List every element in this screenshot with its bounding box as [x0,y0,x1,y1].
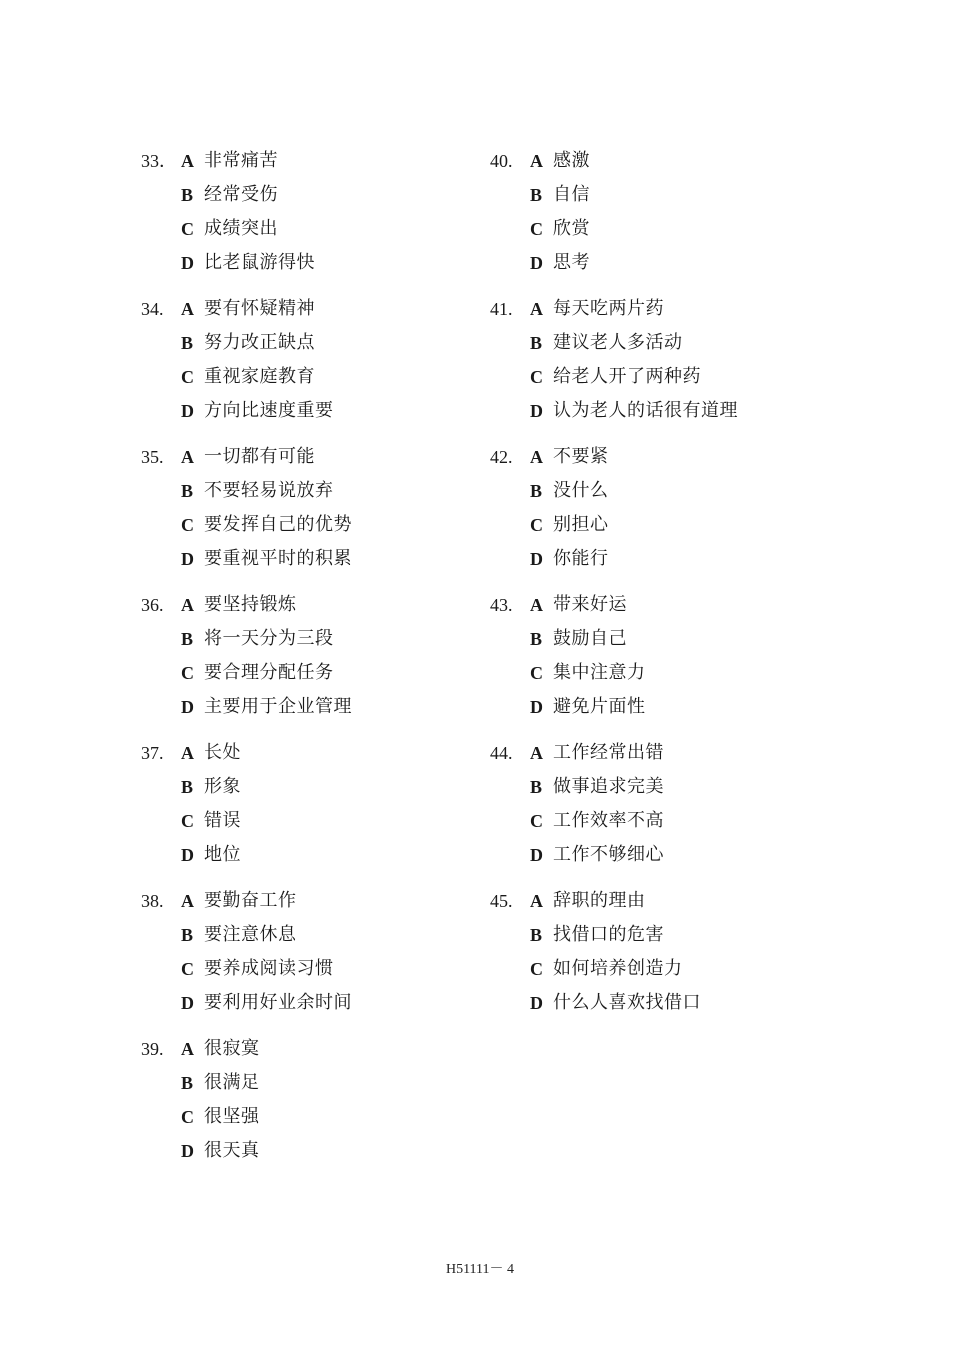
option-text: 要注意休息 [204,924,297,945]
option-letter: A [530,891,543,911]
option-letter: D [181,549,194,569]
option-text: 认为老人的话很有道理 [553,400,738,421]
option-text: 很坚强 [204,1106,260,1127]
option-text: 感激 [553,150,590,171]
option-letter: A [181,595,194,615]
option-text: 要有怀疑精神 [204,298,315,319]
question-number: 41. [490,299,513,319]
option-letter: A [181,743,194,763]
option-text: 工作效率不高 [553,810,664,831]
question-number: 43. [490,595,513,615]
option-letter: B [181,925,194,945]
option-letter: A [530,743,543,763]
option-letter: D [181,845,194,865]
page-footer: H51111－ 4 [445,1262,515,1277]
option-letter: C [530,959,543,979]
option-text: 自信 [553,184,590,205]
option-text: 思考 [553,252,590,273]
option-letter: C [181,1107,194,1127]
option-text: 很寂寞 [204,1038,260,1059]
option-text: 成绩突出 [204,218,278,239]
option-text: 每天吃两片药 [553,298,664,319]
option-letter: C [530,367,543,387]
option-text: 要勤奋工作 [204,890,297,911]
option-letter: B [181,185,194,205]
option-text: 做事追求完美 [553,776,664,797]
option-letter: C [181,959,194,979]
option-text: 主要用于企业管理 [204,696,352,717]
option-letter: B [530,185,543,205]
option-letter: D [530,549,543,569]
option-letter: A [181,299,194,319]
option-letter: D [530,253,543,273]
option-text: 要养成阅读习惯 [204,958,334,979]
question-number: 34. [141,299,164,319]
option-letter: B [530,777,543,797]
option-letter: B [530,629,543,649]
option-letter: B [181,481,194,501]
option-letter: B [181,629,194,649]
option-letter: D [181,993,194,1013]
option-text: 别担心 [553,514,609,535]
option-letter: C [530,811,543,831]
option-text: 如何培养创造力 [553,958,683,979]
option-text: 建议老人多活动 [553,332,683,353]
option-text: 找借口的危害 [553,924,664,945]
option-letter: B [181,777,194,797]
option-letter: D [530,993,543,1013]
option-letter: A [530,447,543,467]
option-letter: B [530,333,543,353]
option-text: 不要紧 [553,446,609,467]
option-text: 地位 [204,844,241,865]
option-text: 不要轻易说放弃 [204,480,334,501]
option-letter: B [530,925,543,945]
option-letter: C [530,663,543,683]
option-text: 要利用好业余时间 [204,992,352,1013]
option-text: 什么人喜欢找借口 [553,992,701,1013]
question-number: 45. [490,891,513,911]
option-letter: D [530,845,543,865]
option-text: 经常受伤 [204,184,278,205]
option-letter: A [530,299,543,319]
option-text: 辞职的理由 [553,890,646,911]
option-text: 形象 [204,776,241,797]
option-letter: A [530,595,543,615]
option-letter: A [181,891,194,911]
option-letter: C [181,515,194,535]
option-text: 集中注意力 [553,662,646,683]
option-letter: C [181,663,194,683]
option-letter: C [181,811,194,831]
option-text: 给老人开了两种药 [553,366,701,387]
option-text: 要合理分配任务 [204,662,334,683]
option-letter: B [181,1073,194,1093]
option-text: 重视家庭教育 [204,366,315,387]
option-text: 很满足 [204,1072,260,1093]
option-letter: D [181,401,194,421]
option-letter: B [530,481,543,501]
option-text: 长处 [204,742,241,763]
option-letter: A [530,151,543,171]
question-number: 36. [141,595,164,615]
option-letter: C [181,367,194,387]
question-number: 33． [141,151,177,171]
option-text: 带来好运 [553,594,627,615]
question-number: 40. [490,151,513,171]
option-letter: C [530,515,543,535]
option-text: 方向比速度重要 [204,400,334,421]
option-letter: D [530,697,543,717]
option-text: 要重视平时的积累 [204,548,352,569]
option-text: 要发挥自己的优势 [204,514,352,535]
option-text: 要坚持锻炼 [204,594,297,615]
option-text: 一切都有可能 [204,446,315,467]
option-text: 工作不够细心 [553,844,664,865]
question-number: 42. [490,447,513,467]
option-text: 比老鼠游得快 [204,252,315,273]
question-number: 35. [141,447,164,467]
question-number: 38. [141,891,164,911]
option-letter: A [181,151,194,171]
option-letter: A [181,1039,194,1059]
option-text: 错误 [204,810,241,831]
option-letter: C [181,219,194,239]
option-text: 工作经常出错 [553,742,664,763]
option-text: 很天真 [204,1140,260,1161]
option-letter: B [181,333,194,353]
option-text: 欣赏 [553,218,590,239]
option-text: 努力改正缺点 [204,332,315,353]
question-number: 39. [141,1039,164,1059]
question-number: 44. [490,743,513,763]
option-text: 将一天分为三段 [204,628,334,649]
option-text: 非常痛苦 [204,150,278,171]
option-text: 避免片面性 [553,696,646,717]
option-text: 你能行 [553,548,609,569]
option-text: 没什么 [553,480,609,501]
option-letter: D [181,697,194,717]
option-text: 鼓励自己 [553,628,627,649]
option-letter: D [181,1141,194,1161]
question-number: 37. [141,743,164,763]
option-letter: C [530,219,543,239]
option-letter: A [181,447,194,467]
option-letter: D [181,253,194,273]
option-letter: D [530,401,543,421]
